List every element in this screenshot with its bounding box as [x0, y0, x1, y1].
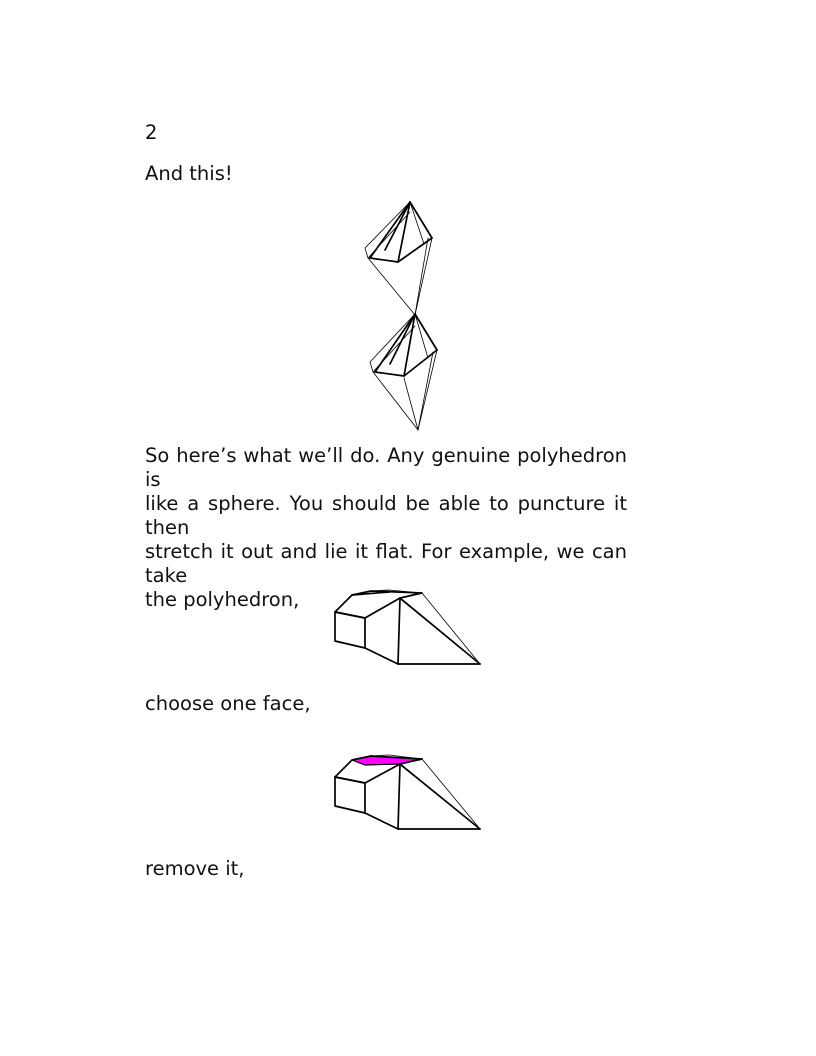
prism-polyhedron-figure — [330, 585, 485, 670]
paragraph-line-3: stretch it out and lie it flat. For example, we can take — [145, 540, 627, 587]
highlighted-face-polyhedron-figure — [330, 750, 485, 835]
paragraph-line-1: So here’s what we’ll do. Any genuine polyhedron is — [145, 444, 627, 491]
page-number: 2 — [145, 121, 158, 144]
paragraph-line-4: the polyhedron, — [145, 588, 300, 611]
caption-remove-face: remove it, — [145, 857, 245, 880]
paragraph-line-2: like a sphere. You should be able to puncture it then — [145, 492, 627, 539]
upper-polyhedron — [365, 202, 432, 315]
lower-polyhedron — [370, 314, 437, 430]
caption-choose-face: choose one face, — [145, 692, 311, 715]
double-pyramid-figure — [360, 195, 445, 435]
intro-text: And this! — [145, 162, 233, 185]
